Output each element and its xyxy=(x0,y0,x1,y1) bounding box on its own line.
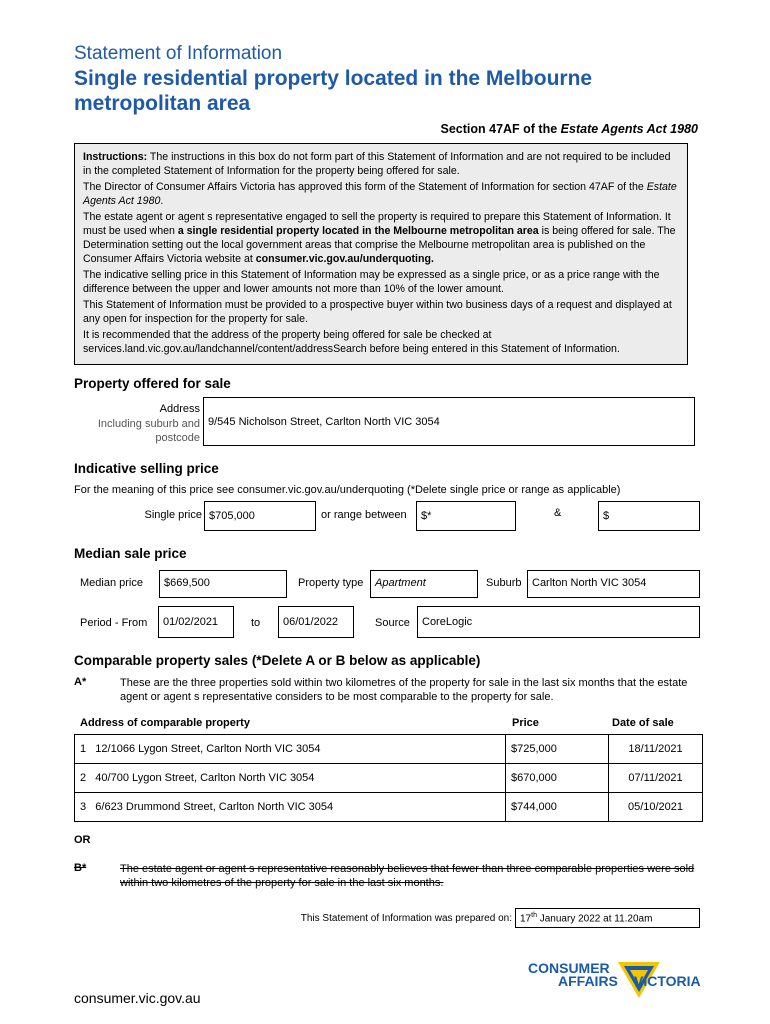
row-number: 2 xyxy=(80,772,87,784)
option-a-text: These are the three properties sold within two kilometres of the property for sale in the last six months that the estate agent or agent s representative considers to be most comparable to the property for sale. xyxy=(120,677,688,703)
suburb-field[interactable]: Carlton North VIC 3054 xyxy=(527,570,700,598)
prepared-day: 17 xyxy=(520,913,532,925)
source-field[interactable]: CoreLogic xyxy=(417,606,700,638)
period-to-field[interactable]: 06/01/2022 xyxy=(278,606,354,638)
instructions-label: Instructions: xyxy=(83,151,148,163)
instructions-p6: It is recommended that the address of the property being offered for sale be checked at services.land.vic.gov.au/landchannel/content/addressSearch before being entered in this Statement of Information. xyxy=(83,329,620,355)
logo-line3: VICTORIA xyxy=(634,973,701,989)
median-price-field[interactable]: $669,500 xyxy=(159,570,287,598)
instructions-p3: The estate agent or agent s representative engaged to sell the property is required to prepare this Statement of Information. It must be used when xyxy=(83,211,671,237)
single-price-label: Single price xyxy=(144,509,202,521)
row-address: 6/623 Drummond Street, Carlton North VIC 3054 xyxy=(95,801,334,813)
indicative-note: For the meaning of this price see consumer.vic.gov.au/underquoting (*Delete single price or range as applicable) xyxy=(74,484,621,496)
instructions-p4: The indicative selling price in this Statement of Information may be expressed as a single price, or as a price range with the difference between the upper and lower amounts not more than 10% of the lower amount. xyxy=(83,269,660,295)
form-title: Single residential property located in the Melbourne metropolitan area xyxy=(74,67,593,115)
footer-url[interactable]: consumer.vic.gov.au xyxy=(74,990,201,1006)
section-reference xyxy=(441,122,699,136)
row-number: 3 xyxy=(80,801,87,813)
instructions-p3-bold: a single residential property located in the Melbourne metropolitan area xyxy=(177,225,539,237)
comparable-address-cell[interactable] xyxy=(75,764,506,793)
logo-line1: CONSUMER xyxy=(528,960,610,976)
prepared-rest: January 2022 at 11.20am xyxy=(536,913,653,925)
address-label-line1: Address xyxy=(159,403,200,415)
instructions-p5: This Statement of Information must be provided to a prospective buyer within two business days of a request and displayed at any open for inspection for the property for sale. xyxy=(83,299,672,325)
col-header-date: Date of sale xyxy=(612,717,674,729)
address-label xyxy=(74,402,200,446)
comparable-table xyxy=(74,734,703,822)
period-to-label: to xyxy=(251,617,261,629)
property-section-title: Property offered for sale xyxy=(74,376,231,391)
instructions-p2-end: . xyxy=(160,195,164,207)
instructions-p2: The Director of Consumer Affairs Victoria has approved this form of the Statement of Information for section 47AF of the xyxy=(83,181,644,193)
form-subtitle: Statement of Information xyxy=(74,43,283,64)
range-high-field[interactable]: $ xyxy=(598,501,700,531)
comparable-price-cell[interactable]: $725,000 xyxy=(506,735,609,764)
address-field[interactable]: 9/545 Nicholson Street, Carlton North VIC 3054 xyxy=(203,397,695,446)
instructions-p2-act: Estate Agents Act 1980 xyxy=(83,181,677,207)
option-b-marker: B* xyxy=(74,862,87,874)
row-address: 40/700 Lygon Street, Carlton North VIC 3054 xyxy=(95,772,315,784)
median-section-title: Median sale price xyxy=(74,546,187,561)
median-price-label: Median price xyxy=(80,577,143,589)
comparable-date-cell[interactable]: 05/10/2021 xyxy=(609,793,703,822)
section-prefix: Section 47AF of the xyxy=(440,122,558,136)
row-number: 1 xyxy=(80,743,87,755)
table-row xyxy=(75,735,703,764)
col-header-price: Price xyxy=(512,717,539,729)
comparable-address-cell[interactable] xyxy=(75,793,506,822)
underquoting-link[interactable]: consumer.vic.gov.au/underquoting. xyxy=(255,253,434,265)
comparable-section-title: Comparable property sales (*Delete A or B below as applicable) xyxy=(74,653,481,668)
option-b-text: The estate agent or agent s representative reasonably believes that fewer than three comparable properties were sold within two kilometres of the property for sale in the last six months. xyxy=(120,863,695,889)
comparable-price-cell[interactable]: $670,000 xyxy=(506,764,609,793)
instructions-box xyxy=(74,143,688,365)
source-label: Source xyxy=(375,617,410,629)
comparable-price-cell[interactable]: $744,000 xyxy=(506,793,609,822)
property-type-label: Property type xyxy=(298,577,364,589)
section-act: Estate Agents Act 1980 xyxy=(560,122,698,136)
table-row xyxy=(75,764,703,793)
range-low-field[interactable]: $* xyxy=(416,501,516,531)
table-row xyxy=(75,793,703,822)
instructions-p1: The instructions in this box do not form part of this Statement of Information and are not required to be included in the completed Statement of Information for the property being offered for sale. xyxy=(83,151,671,177)
instructions-p3-mid: is being offered for sale. The Determination setting out the local government areas that comprise the Melbourne metropolitan area is published on the Consumer Affairs Victoria website at xyxy=(83,225,676,265)
range-label: or range between xyxy=(321,509,407,521)
property-type-field[interactable]: Apartment xyxy=(370,570,478,598)
indicative-section-title: Indicative selling price xyxy=(74,461,219,476)
prepared-on-label: This Statement of Information was prepared on: xyxy=(300,913,512,924)
consumer-affairs-victoria-logo xyxy=(528,958,704,1004)
single-price-field[interactable]: $705,000 xyxy=(204,501,316,531)
row-address: 12/1066 Lygon Street, Carlton North VIC 3054 xyxy=(95,743,321,755)
period-from-field[interactable]: 01/02/2021 xyxy=(158,606,234,638)
comparable-address-cell[interactable] xyxy=(75,735,506,764)
prepared-suffix: th xyxy=(531,912,537,919)
period-from-label: Period - From xyxy=(80,617,148,629)
address-label-line3: postcode xyxy=(155,432,200,444)
logo-line2: AFFAIRS xyxy=(558,973,618,989)
comparable-date-cell[interactable]: 07/11/2021 xyxy=(609,764,703,793)
col-header-address: Address of comparable property xyxy=(80,717,250,729)
comparable-date-cell[interactable]: 18/11/2021 xyxy=(609,735,703,764)
address-label-line2: Including suburb and xyxy=(97,417,200,430)
prepared-on-field[interactable] xyxy=(515,908,700,928)
option-a-marker: A* xyxy=(74,676,87,688)
range-ampersand: & xyxy=(554,507,562,519)
suburb-label: Suburb xyxy=(486,577,522,589)
or-label: OR xyxy=(74,834,91,846)
